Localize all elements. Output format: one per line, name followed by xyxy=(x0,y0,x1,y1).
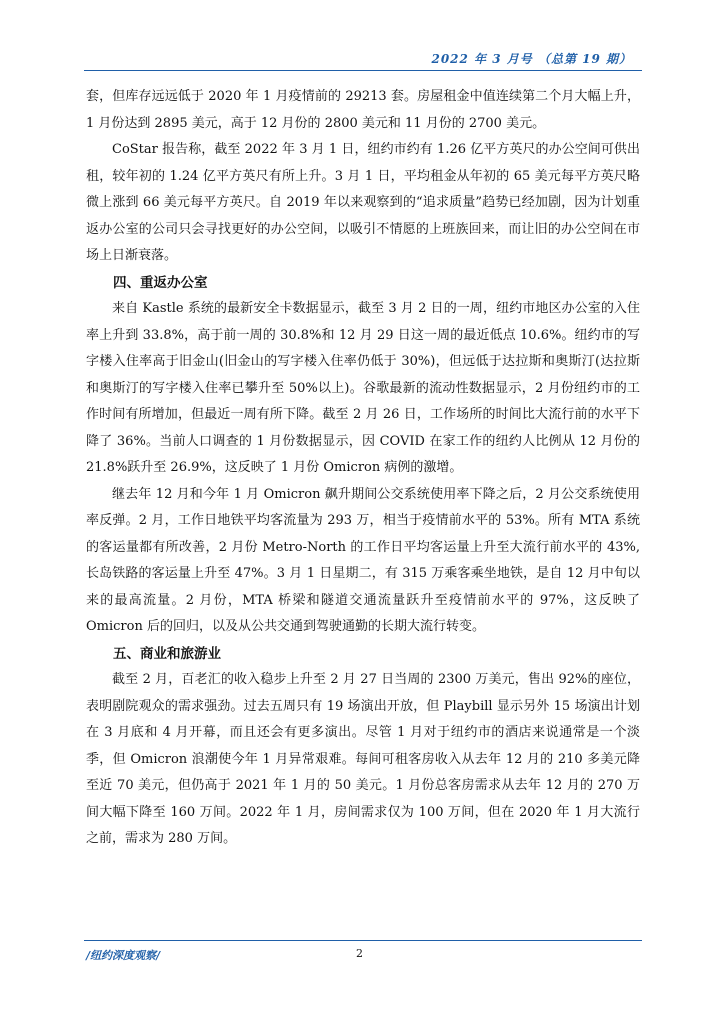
page-number: 2 xyxy=(356,947,363,960)
document-body xyxy=(86,84,640,853)
paragraph-transit-ridership: 继去年 12 月和今年 1 月 Omicron 飙升期间公交系统使用率下降之后，2 月公交系统使用率反弹。2 月，工作日地铁平均客流量为 293 万，相当于疫情前水平的 53%。所有 MTA 系统的客运量都有所改善，2 月份 Metro-North 的工作日平均客运量上升至大流行前水平的 43%,长岛铁路的客运量上升至 47%。3 月 1 日星期二，有 315 万乘客乘坐地铁，是自 12 月中旬以来的最高流量。2 月份，MTA 桥梁和隧道交通流量跃升至疫情前水平的 97%，这反映了 Omicron 后的回归，以及从公共交通到驾驶通勤的长期大流行转变。 xyxy=(86,486,640,634)
paragraph-housing-continued: 套，但库存远远低于 2020 年 1 月疫情前的 29213 套。房屋租金中值连续第二个月大幅上升，1 月份达到 2895 美元，高于 12 月份的 2800 美元和 11 月份的 2700 美元。 xyxy=(86,89,640,131)
header-divider xyxy=(84,70,642,71)
issue-header: 2022 年 3 月号 （总第 19 期） xyxy=(431,52,632,66)
paragraph-office-occupancy: 来自 Kastle 系统的最新安全卡数据显示，截至 3 月 2 日的一周，纽约市地区办公室的入住率上升到 33.8%，高于前一周的 30.8%和 12 月 29 日这一周的最近低点 10.6%。纽约市的写字楼入住率高于旧金山(旧金山的写字楼入住率仍低于 30%)，但远低于达拉斯和奥斯汀(达拉斯和奥斯汀的写字楼入住率已攀升至 50%以上)。谷歌最新的流动性数据显示，2 月份纽约市的工作时间有所增加，但最近一周有所下降。截至 2 月 26 日，工作场所的时间比大流行前的水平下降了 36%。当前人口调查的 1 月份数据显示，因 COVID 在家工作的纽约人比例从 12 月份的 21.8%跃升至 26.9%，这反映了 1 月份 Omicron 病例的激增。 xyxy=(86,301,640,475)
section-heading-return-to-office: 四、重返办公室 xyxy=(113,274,208,291)
paragraph-broadway-hotels: 截至 2 月，百老汇的收入稳步上升至 2 月 27 日当周的 2300 万美元，售出 92%的座位，表明剧院观众的需求强劲。过去五周只有 19 场演出开放，但 Playbill 显示另外 15 场演出计划在 3 月底和 4 月开幕，而且还会有更多演出。尽管 1 月对于纽约市的酒店来说通常是一个淡季，但 Omicron 浪潮使今年 1 月异常艰难。每间可租客房收入从去年 12 月的 210 多美元降至近 70 美元，但仍高于 2021 年 1 月的 50 美元。1 月份总客房需求从去年 12 月的 270 万间大幅下降至 160 万间。2022 年 1 月，房间需求仅为 100 万间，但在 2020 年 1 月大流行之前，需求为 280 万间。 xyxy=(86,672,640,846)
paragraph-costar-office: CoStar 报告称，截至 2022 年 3 月 1 日，纽约市约有 1.26 亿平方英尺的办公空间可供出租，较年初的 1.24 亿平方英尺有所上升。3 月 1 日，平均租金从年初的 65 美元每平方英尺略微上涨到 66 美元每平方英尺。自 2019 年以来观察到的“追求质量”趋势已经加剧，因为计划重返办公室的公司只会寻找更好的办公空间，以吸引不情愿的上班族回来，而让旧的办公空间在市场上日渐衰落。 xyxy=(86,142,640,263)
publication-name: /纽约深度观察/ xyxy=(86,949,161,962)
footer-divider xyxy=(84,940,642,941)
section-heading-business-tourism: 五、商业和旅游业 xyxy=(113,645,221,662)
